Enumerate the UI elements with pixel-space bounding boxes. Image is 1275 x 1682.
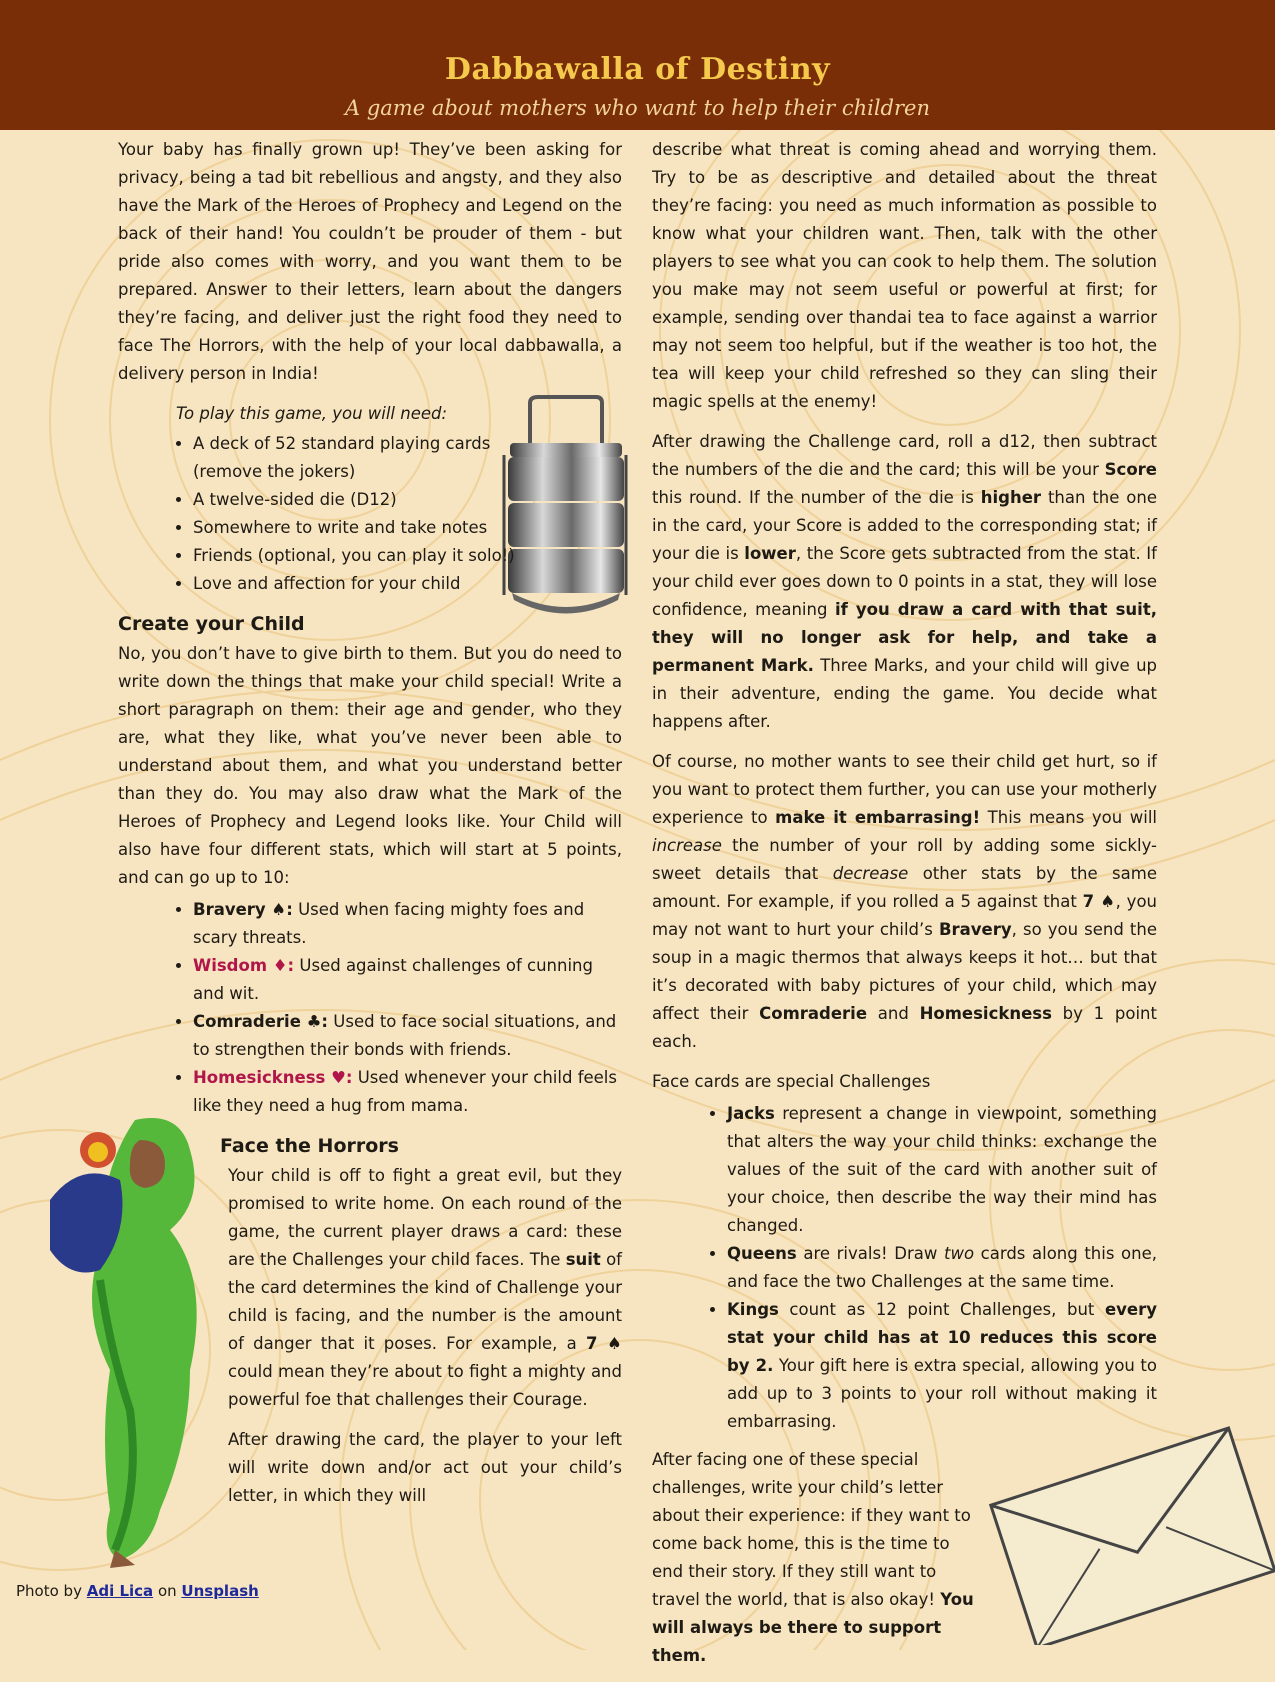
threat-paragraph: describe what threat is coming ahead and worrying them. Try to be as descriptive and detailed about the threat they’re facing: you need as much information as possible to know what your children want. Then, talk with the other players to see what you can cook to help them. The solution you make may not seem useful or powerful at first; for example, sending over thandai tea to face against a warrior may not seem too helpful, but if the weather is too hot, the tea will keep your child refreshed so they can sling their magic spells at the enemy! [652, 140, 1157, 411]
author-link[interactable]: Adi Lica [86, 1582, 154, 1600]
list-item: • A deck of 52 standard playing cards (remove the jokers) [193, 430, 538, 486]
face-horrors-heading: Face the Horrors [220, 1135, 399, 1157]
materials-intro: To play this game, you will need: [176, 404, 448, 423]
stats-list [118, 896, 622, 1120]
closing-paragraph: After facing one of these special challenges, write your child’s letter about their experience: if they want to come back home, this is the time to end their story. If they still want to travel the world, that is also okay! You will always be there to support them. [652, 1450, 974, 1665]
right-column [652, 136, 1157, 1682]
face-cards-intro: Face cards are special Challenges [652, 1072, 931, 1091]
left-column [118, 136, 622, 1522]
face-horrors-section [118, 1132, 622, 1510]
face-card-kings: • Kings count as 12 point Challenges, but every stat your child has at 10 reduces this score by 2. Your gift here is extra special, allowing you to add up to 3 points to your roll without making it embarrasing. [727, 1296, 1157, 1436]
score-paragraph: After drawing the Challenge card, roll a d12, then subtract the numbers of the die and the card; this will be your Score this round. If the number of the die is higher than the one in the card, your Score is added to the corresponding stat; if your die is lower, the Score gets subtracted from the stat. If your child ever goes down to 0 points in a stat, they will lose confidence, meaning if you draw a card with that suit, they will no longer ask for help, and take a permanent Mark. Three Marks, and your child will give up in their adventure, ending the game. You decide what happens after. [652, 432, 1158, 731]
stat-wisdom: • Wisdom ♦: Used against challenges of cunning and wit. [193, 952, 622, 1008]
face-card-queens: • Queens are rivals! Draw two cards along this one, and face the two Challenges at the same time. [727, 1240, 1157, 1296]
materials-list [118, 430, 538, 598]
unsplash-link[interactable]: Unsplash [181, 1582, 259, 1600]
list-item: • A twelve-sided die (D12) [193, 486, 538, 514]
page-header [0, 0, 1275, 130]
create-child-paragraph: No, you don’t have to give birth to them. But you do need to write down the things that make your child special! Write a short paragraph on them: their age and gender, who they are, what they like, what you’ve never been able to understand about them, and what you understand better than they do. You may also draw what the Mark of the Heroes of Prophecy and Legend looks like. Your Child will also have four different stats, which will start at 5 points, and can go up to 10: [118, 644, 622, 887]
drawing-card-paragraph: After drawing the card, the player to your left will write down and/or act out your child’s letter, in which they will [228, 1430, 622, 1505]
stat-homesickness: • Homesickness ♥: Used whenever your child feels like they need a hug from mama. [193, 1064, 622, 1120]
face-card-jacks: • Jacks represent a change in viewpoint, something that alters the way your child thinks: exchange the values of the suit of the card with another suit of your choice, then describe the way their mind has changed. [727, 1100, 1157, 1240]
intro-paragraph: Your baby has finally grown up! They’ve been asking for privacy, being a tad bit rebellious and angsty, and they also have the Mark of the Heroes of Prophecy and Legend on the back of their hand! You couldn’t be prouder of them - but pride also comes with worry, and you want them to be prepared. Answer to their letters, learn about the dangers they’re facing, and deliver just the right food they need to face The Horrors, with the help of your local dabbawalla, a delivery person in India! [118, 140, 622, 383]
page-subtitle: A game about mothers who want to help their children [345, 96, 930, 120]
stat-bravery: • Bravery ♠: Used when facing mighty foes and scary threats. [193, 896, 622, 952]
face-cards-list [652, 1100, 1157, 1436]
stat-comraderie: • Comraderie ♣: Used to face social situations, and to strengthen their bonds with friends. [193, 1008, 622, 1064]
face-horrors-paragraph: Your child is off to fight a great evil, but they promised to write home. On each round of the game, the current player draws a card: these are the Challenges your child faces. The suit of the card determines the kind of Challenge your child is facing, and the number is the amount of danger that it poses. For example, a 7 ♠ could mean they’re about to fight a mighty and powerful foe that challenges their Courage. [228, 1166, 622, 1409]
page-title: Dabbawalla of Destiny [444, 52, 831, 87]
list-item: • Somewhere to write and take notes [193, 514, 538, 542]
list-item: • Friends (optional, you can play it solo!) [193, 542, 538, 570]
list-item: • Love and affection for your child [193, 570, 538, 598]
embarrassing-paragraph: Of course, no mother wants to see their child get hurt, so if you want to protect them further, you can use your motherly experience to make it embarrasing! This means you will increase the number of your roll by adding some sickly-sweet details that decrease other stats by the same amount. For example, if you rolled a 5 against that 7 ♠, you may not want to hurt your child’s Bravery, so you send the soup in a magic thermos that always keeps it hot… but that it’s decorated with baby pictures of your child, which may affect their Comraderie and Homesickness by 1 point each. [652, 752, 1158, 1051]
photo-credit: Photo by Adi Lica on Unsplash [16, 1582, 259, 1600]
create-child-heading: Create your Child [118, 613, 305, 635]
